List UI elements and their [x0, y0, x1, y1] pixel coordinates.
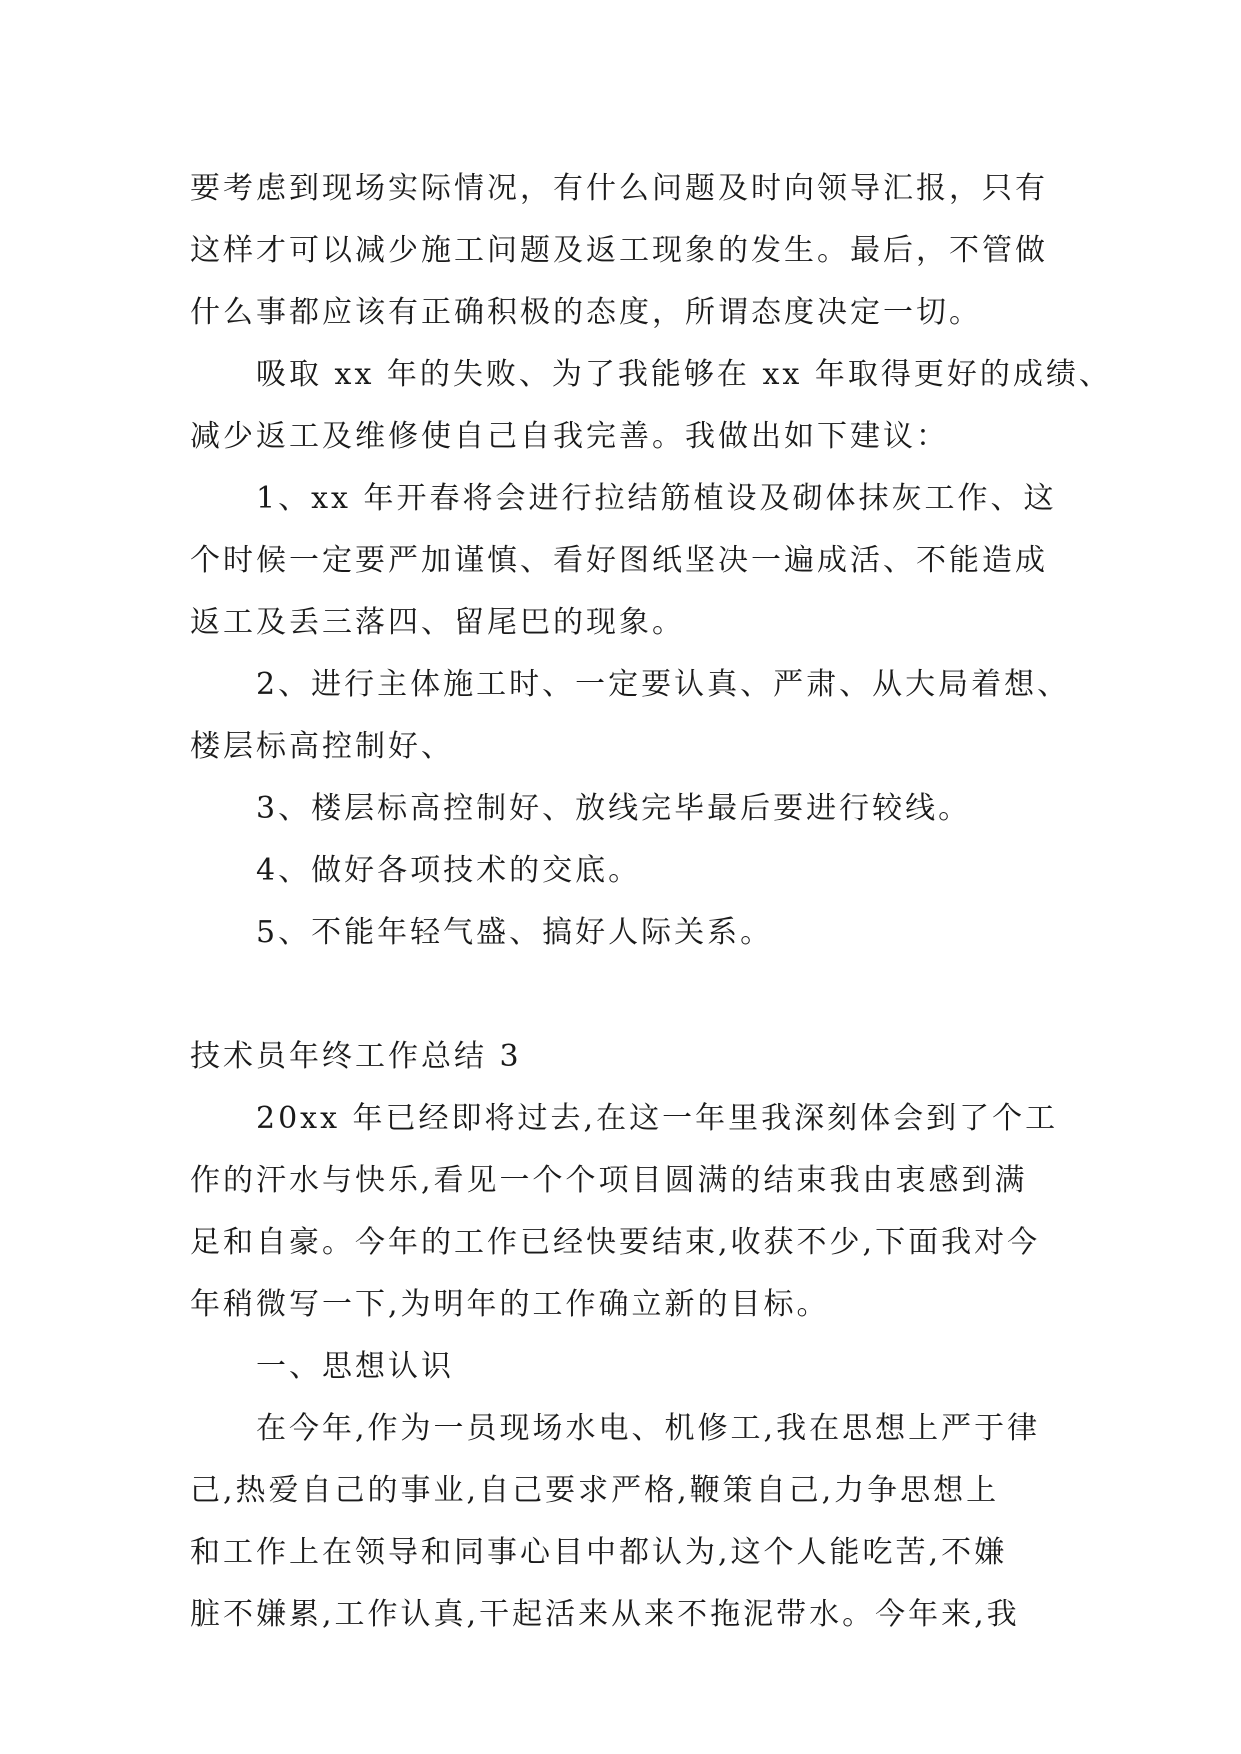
- text-line: 减少返工及维修使自己自我完善。我做出如下建议：: [190, 419, 949, 454]
- text-line: 吸取 xx 年的失败、为了我能够在 xx 年取得更好的成绩、: [256, 357, 1112, 392]
- subheading: 一、思想认识: [256, 1349, 454, 1384]
- paragraph-proposal-intro: [190, 344, 1112, 468]
- text-line: 作的汗水与快乐,看见一个个项目圆满的结束我由衷感到满: [190, 1163, 1028, 1198]
- section-title: 技术员年终工作总结 3: [190, 1039, 522, 1074]
- paragraph-attitude: [190, 158, 1060, 344]
- text-line: 在今年,作为一员现场水电、机修工,我在思想上严于律: [256, 1411, 1041, 1446]
- paragraph-year-intro: [190, 1088, 1060, 1336]
- text-line: 返工及丢三落四、留尾巴的现象。: [190, 605, 685, 640]
- text-line: 这样才可以减少施工问题及返工现象的发生。最后，不管做: [190, 233, 1048, 268]
- text-line: 年稍微写一下,为明年的工作确立新的目标。: [190, 1287, 830, 1322]
- text-line: 足和自豪。今年的工作已经快要结束,收获不少,下面我对今: [190, 1225, 1041, 1260]
- text-line: 要考虑到现场实际情况，有什么问题及时向领导汇报，只有: [190, 171, 1048, 206]
- text-line: 2、进行主体施工时、一定要认真、严肃、从大局着想、: [256, 667, 1071, 702]
- list-item-3: 3、楼层标高控制好、放线完毕最后要进行较线。: [256, 791, 972, 826]
- list-item-5: 5、不能年轻气盛、搞好人际关系。: [256, 915, 774, 950]
- text-line: 1、xx 年开春将会进行拉结筋植设及砌体抹灰工作、这: [256, 481, 1057, 516]
- text-line: 什么事都应该有正确积极的态度，所谓态度决定一切。: [190, 295, 982, 330]
- list-item-4: 4、做好各项技术的交底。: [256, 853, 642, 888]
- section-spacer: [190, 964, 1060, 1026]
- text-line: 20xx 年已经即将过去,在这一年里我深刻体会到了个工: [256, 1101, 1059, 1136]
- document-body: [190, 158, 1112, 1646]
- text-line: 己,热爱自己的事业,自己要求严格,鞭策自己,力争思想上: [190, 1473, 1000, 1508]
- text-line: 个时候一定要严加谨慎、看好图纸坚决一遍成活、不能造成: [190, 543, 1048, 578]
- text-line: 和工作上在领导和同事心目中都认为,这个人能吃苦,不嫌: [190, 1535, 1008, 1570]
- list-item-2: [190, 654, 1071, 778]
- text-line: 脏不嫌累,工作认真,干起活来从来不拖泥带水。今年来,我: [190, 1597, 1020, 1632]
- paragraph-thought: [190, 1398, 1060, 1646]
- list-item-1: [190, 468, 1060, 654]
- text-line: 楼层标高控制好、: [190, 729, 454, 764]
